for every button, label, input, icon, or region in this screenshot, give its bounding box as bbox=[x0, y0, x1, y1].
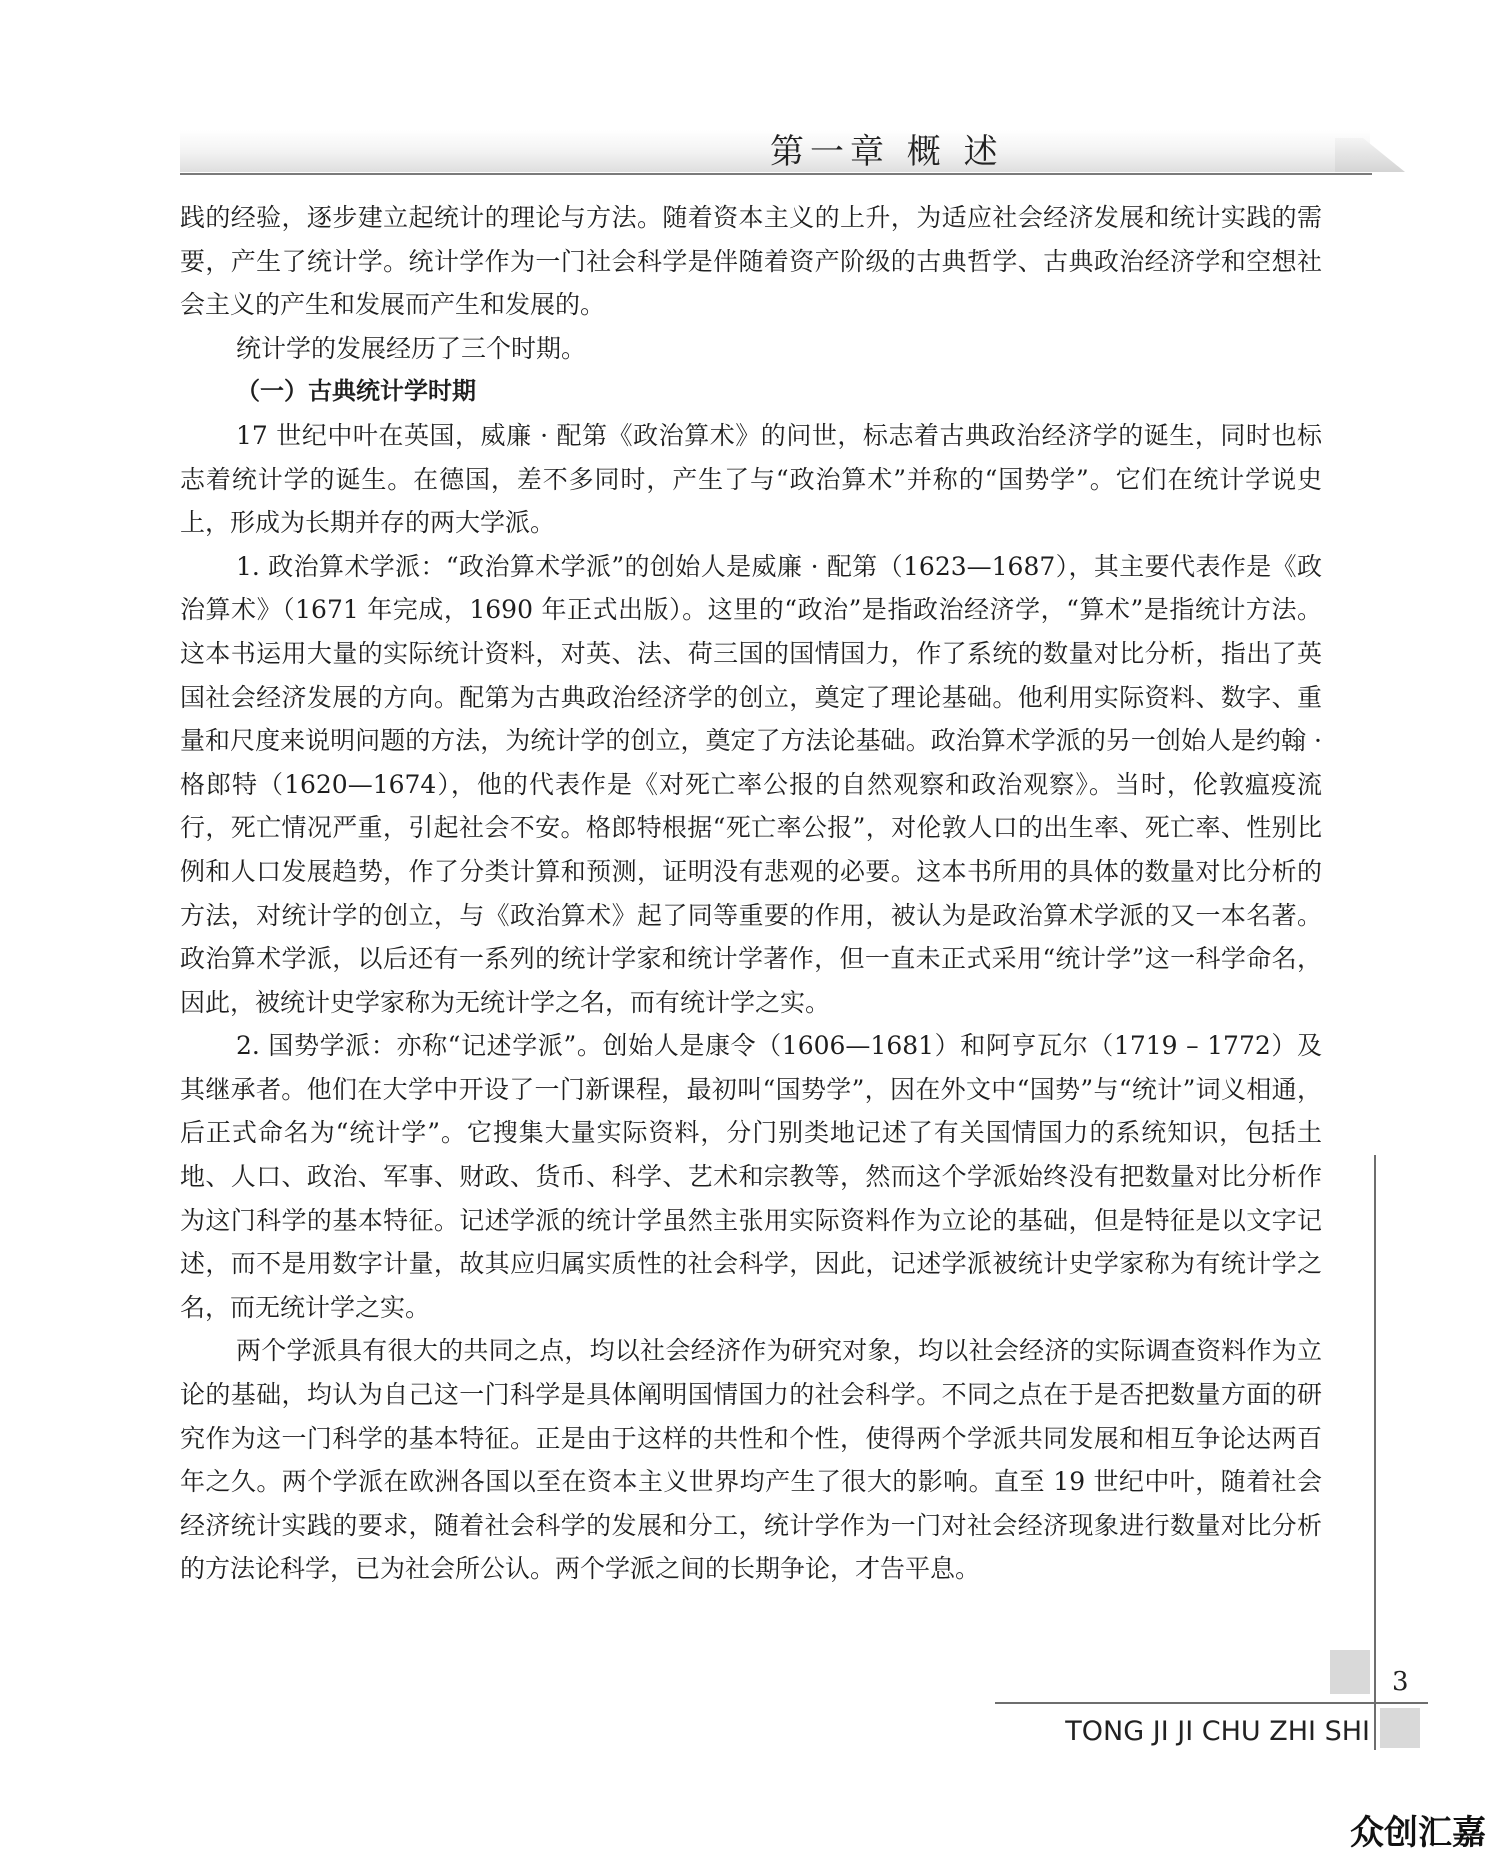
paragraph-periods-intro: 统计学的发展经历了三个时期。 bbox=[236, 333, 587, 363]
footer-rule bbox=[995, 1702, 1428, 1704]
page-number: 3 bbox=[1392, 1667, 1409, 1697]
footer-grey-block-top bbox=[1330, 1650, 1370, 1694]
header-rule bbox=[180, 173, 1372, 175]
footer-grey-block-bottom bbox=[1380, 1708, 1420, 1748]
running-footer: TONG JI JI CHU ZHI SHI bbox=[1065, 1716, 1370, 1747]
header-tab-decoration bbox=[1335, 138, 1405, 172]
paragraph-continuation: 践的经验，逐步建立起统计的理论与方法。随着资本主义的上升，为适应社会经济发展和统计实践的需要，产生了统计学。统计学作为一门社会科学是伴随着资产阶级的古典哲学、古典政治经济学和空想社会主义的产生和发展而产生和发展的。 bbox=[180, 203, 1322, 320]
paragraph-origins: 17 世纪中叶在英国，威廉 · 配第《政治算术》的问世，标志着古典政治经济学的诞生，同时也标志着统计学的诞生。在德国，差不多同时，产生了与“政治算术”并称的“国势学”。它们在统计学说史上，形成为长期并存的两大学派。 bbox=[180, 420, 1322, 538]
paragraph-comparison: 两个学派具有很大的共同之点，均以社会经济作为研究对象，均以社会经济的实际调查资料作为立论的基础，均认为自己这一门科学是具体阐明国情国力的社会科学。不同之点在于是否把数量方面的研究作为这一门科学的基本特征。正是由于这样的共性和个性，使得两个学派共同发展和相互争论达两百年之久。两个学派在欧洲各国以至在资本主义世界均产生了很大的影响。直至 19 世纪中叶，随着社会经济统计实践的要求，随着社会科学的发展和分工，统计学作为一门对社会经济现象进行数量对比分析的方法论科学，已为社会所公认。两个学派之间的长期争论，才告平息。 bbox=[180, 1336, 1322, 1584]
paragraph-state-school: 2. 国势学派：亦称“记述学派”。创始人是康令（1606—1681）和阿亨瓦尔（1719 – 1772）及其继承者。他们在大学中开设了一门新课程，最初叫“国势学”，因在外文中“国势”与“统计”词义相通，后正式命名为“统计学”。它搜集大量实际资料，分门别类地记述了有关国情国力的系统知识，包括土地、人口、政治、军事、财政、货币、科学、艺术和宗教等，然而这个学派始终没有把数量对比分析作为这门科学的基本特征。记述学派的统计学虽然主张用实际资料作为立论的基础，但是特征是以文字记述，而不是用数字计量，故其应归属实质性的社会科学，因此，记述学派被统计史学家称为有统计学之名，而无统计学之实。 bbox=[180, 1031, 1322, 1322]
section-heading: （一）古典统计学时期 bbox=[236, 377, 476, 406]
chapter-title: 第一章 概 述 bbox=[770, 132, 1004, 172]
paragraph-political-arithmetic: 1. 政治算术学派：“政治算术学派”的创始人是威廉 · 配第（1623—1687），其主要代表作是《政治算术》（1671 年完成，1690 年正式出版）。这里的“政治”是指政治经济学，“算术”是指统计方法。这本书运用大量的实际统计资料，对英、法、荷三国的国情国力，作了系统的数量对比分析，指出了英国社会经济发展的方向。配第为古典政治经济学的创立，奠定了理论基础。他利用实际资料、数字、重量和尺度来说明问题的方法，为统计学的创立，奠定了方法论基础。政治算术学派的另一创始人是约翰 · 格郎特（1620—1674），他的代表作是《对死亡率公报的自然观察和政治观察》。当时，伦敦瘟疫流行，死亡情况严重，引起社会不安。格郎特根据“死亡率公报”，对伦敦人口的出生率、死亡率、性别比例和人口发展趋势，作了分类计算和预测，证明没有悲观的必要。这本书所用的具体的数量对比分析的方法，对统计学的创立，与《政治算术》起了同等重要的作用，被认为是政治算术学派的又一本名著。政治算术学派，以后还有一系列的统计学家和统计学著作，但一直未正式采用“统计学”这一科学命名，因此，被统计史学家称为无统计学之名，而有统计学之实。 bbox=[180, 551, 1322, 1017]
margin-vertical-rule bbox=[1374, 1155, 1376, 1750]
watermark-logo: 众创汇嘉 bbox=[1350, 1813, 1486, 1853]
page-body bbox=[180, 196, 1322, 1591]
